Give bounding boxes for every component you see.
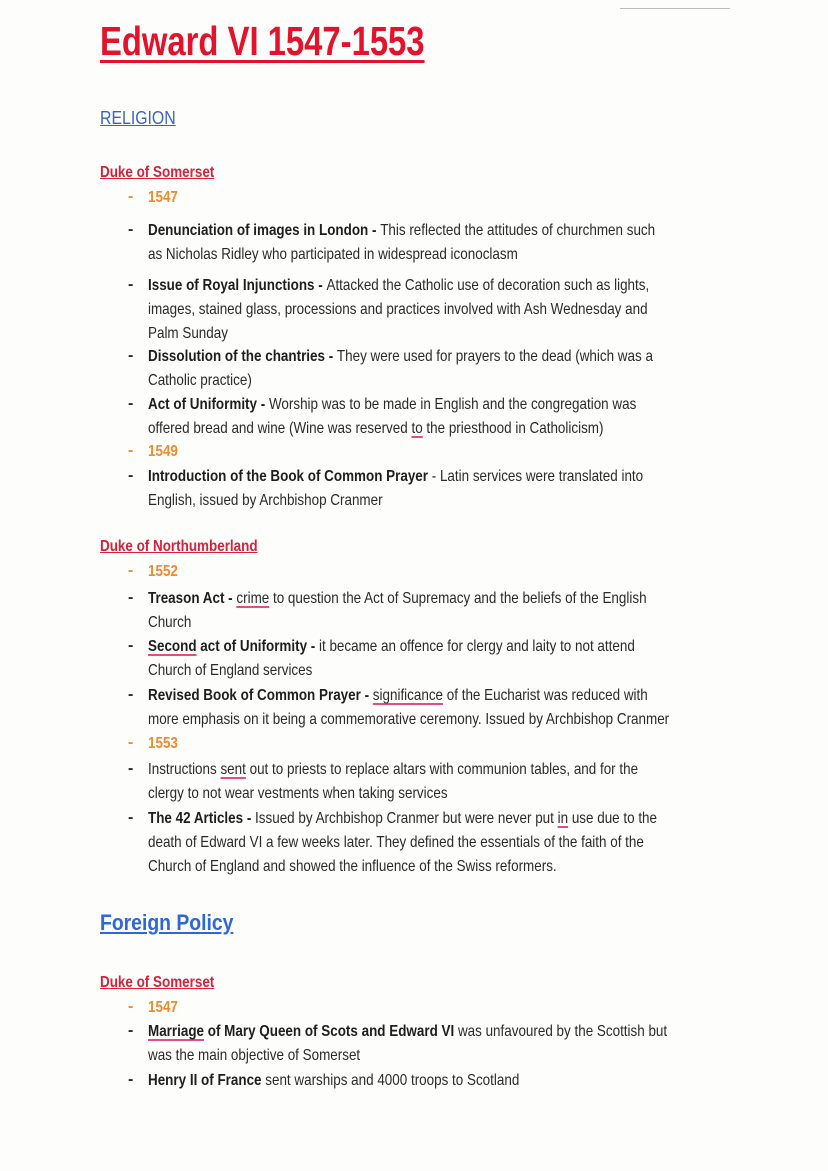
bullet-dash: - xyxy=(128,637,134,654)
bullet-dash: - xyxy=(128,760,134,777)
text-line xyxy=(148,758,638,782)
text-segment: death of Edward VI a few weeks later. They defined the essentials of the faith of the xyxy=(148,834,644,851)
text-segment: to xyxy=(411,420,423,437)
bold-term: Revised Book of Common Prayer - xyxy=(148,687,373,704)
bold-term: The 42 Articles - xyxy=(148,810,256,827)
text-line xyxy=(148,186,178,210)
bold-term: Denunciation of images in London - xyxy=(148,222,381,239)
text-line xyxy=(148,1044,360,1068)
text-segment: English, issued by Archbishop Cranmer xyxy=(148,492,383,509)
text-line xyxy=(148,417,603,441)
text-segment: crime xyxy=(236,590,270,607)
text-segment: Issued by Archbishop Cranmer but were never put xyxy=(255,810,558,827)
text-segment: the priesthood in Catholicism) xyxy=(422,420,604,437)
text-line xyxy=(148,369,252,393)
bullet-dash: - xyxy=(128,347,134,364)
text-segment: more emphasis on it being a commemorative ceremony. Issued by Archbishop Cranmer xyxy=(148,711,670,728)
bold-term: Henry II of France xyxy=(148,1072,262,1089)
text-segment: to question the Act of Supremacy and the beliefs of the English xyxy=(269,590,647,607)
text-segment: was unfavoured by the Scottish but xyxy=(454,1023,668,1040)
text-line xyxy=(148,219,655,243)
section-heading-religion: RELIGION xyxy=(100,108,176,128)
text-segment: offered bread and wine (Wine was reserved xyxy=(148,420,412,437)
text-segment: it became an offence for clergy and laity to not attend xyxy=(319,638,635,655)
scan-edge-line xyxy=(620,8,730,9)
subheading-somerset-religion: Duke of Somerset xyxy=(100,164,215,181)
text-line xyxy=(148,708,669,732)
text-line xyxy=(148,782,448,806)
bold-term: Issue of Royal Injunctions - xyxy=(148,277,327,294)
bullet-dash: - xyxy=(128,1022,134,1039)
text-segment: sent warships and 4000 troops to Scotland xyxy=(261,1072,520,1089)
text-segment: 1553 xyxy=(148,735,178,752)
text-segment: 1552 xyxy=(148,563,178,580)
text-line xyxy=(148,274,649,298)
bold-term: Marriage xyxy=(148,1023,205,1040)
text-line xyxy=(148,560,178,584)
text-segment: use due to the xyxy=(568,810,658,827)
text-line xyxy=(148,587,647,611)
bold-term: Second xyxy=(148,638,197,655)
bullet-dash: - xyxy=(128,734,134,751)
text-segment: Catholic practice) xyxy=(148,372,252,389)
bold-term: Act of Uniformity - xyxy=(148,396,269,413)
text-segment: clergy to not wear vestments when taking services xyxy=(148,785,448,802)
text-segment: Worship was to be made in English and the congregation was xyxy=(268,396,637,413)
bullet-dash: - xyxy=(128,589,134,606)
text-segment: Palm Sunday xyxy=(148,325,228,342)
text-line xyxy=(148,489,383,513)
bullet-dash: - xyxy=(128,562,134,579)
bold-term: Dissolution of the chantries - xyxy=(148,348,337,365)
text-segment: of the Eucharist was reduced with xyxy=(443,687,648,704)
bullet-dash: - xyxy=(128,442,134,459)
text-line xyxy=(148,465,643,489)
text-line xyxy=(148,393,636,417)
text-segment: - Latin services were translated into xyxy=(431,468,644,485)
bold-term: act of Uniformity - xyxy=(196,638,320,655)
text-segment: They were used for prayers to the dead (which was a xyxy=(336,348,653,365)
text-line xyxy=(148,243,518,267)
text-line xyxy=(148,807,657,831)
bullet-dash: - xyxy=(128,188,134,205)
bullet-dash: - xyxy=(128,998,134,1015)
text-segment: Church of England services xyxy=(148,662,313,679)
text-line xyxy=(148,855,557,879)
bullet-dash: - xyxy=(128,809,134,826)
text-line xyxy=(148,684,648,708)
section-heading-foreign-policy: Foreign Policy xyxy=(100,910,234,935)
text-line xyxy=(148,1020,667,1044)
text-segment: significance xyxy=(372,687,444,704)
text-line xyxy=(148,322,228,346)
bold-term: Introduction of the Book of Common Prayer xyxy=(148,468,432,485)
text-line xyxy=(148,345,653,369)
text-segment: in xyxy=(557,810,569,827)
text-segment: Attacked the Catholic use of decoration such as lights, xyxy=(326,277,650,294)
text-line xyxy=(148,659,312,683)
subheading-somerset-foreign: Duke of Somerset xyxy=(100,974,215,991)
text-line xyxy=(148,611,191,635)
text-line xyxy=(148,635,635,659)
text-segment: sent xyxy=(220,761,246,778)
text-line xyxy=(148,1069,519,1093)
text-segment: out to priests to replace altars with communion tables, and for the xyxy=(245,761,639,778)
text-segment: This reflected the attitudes of churchmen such xyxy=(380,222,656,239)
page-title: Edward VI 1547-1553 xyxy=(100,18,425,64)
text-segment: 1547 xyxy=(148,999,178,1016)
bold-term: of Mary Queen of Scots and Edward VI xyxy=(204,1023,455,1040)
bullet-dash: - xyxy=(128,395,134,412)
text-segment: as Nicholas Ridley who participated in widespread iconoclasm xyxy=(148,246,518,263)
text-segment: Instructions xyxy=(148,761,221,778)
text-segment: 1549 xyxy=(148,443,178,460)
text-line xyxy=(148,732,178,756)
text-segment: Church xyxy=(148,614,192,631)
bullet-dash: - xyxy=(128,1071,134,1088)
text-line xyxy=(148,440,178,464)
text-segment: Church of England and showed the influence of the Swiss reformers. xyxy=(148,858,557,875)
subheading-northumberland: Duke of Northumberland xyxy=(100,538,258,555)
bullet-dash: - xyxy=(128,276,134,293)
text-line xyxy=(148,996,178,1020)
text-segment: 1547 xyxy=(148,189,178,206)
bullet-dash: - xyxy=(128,686,134,703)
text-line xyxy=(148,831,644,855)
bold-term: Treason Act - xyxy=(148,590,237,607)
text-segment: was the main objective of Somerset xyxy=(148,1047,361,1064)
bullet-dash: - xyxy=(128,467,134,484)
text-segment: images, stained glass, processions and practices involved with Ash Wednesday and xyxy=(148,301,648,318)
bullet-dash: - xyxy=(128,221,134,238)
text-line xyxy=(148,298,648,322)
